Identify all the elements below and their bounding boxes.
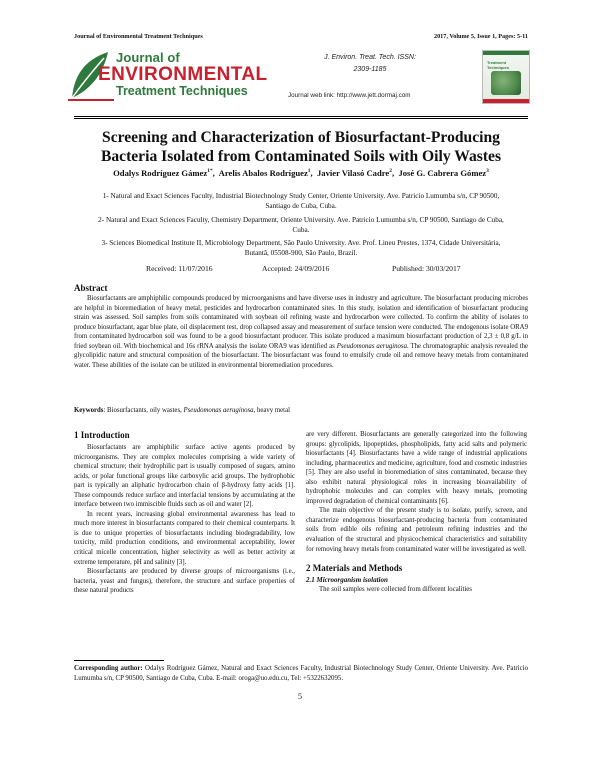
header-rule-thin bbox=[74, 118, 528, 119]
keywords-part: , heavy metal bbox=[253, 407, 290, 414]
title-line-2: Bacteria Isolated from Contaminated Soils with Oily Wastes bbox=[100, 148, 502, 165]
logo-line-1: Journal of bbox=[116, 50, 180, 65]
author-affil: 1 bbox=[307, 168, 311, 175]
issue-info: 2017, Volume 5, Issue 1, Pages: 5-11 bbox=[433, 33, 528, 40]
author-list: Odalys Rodríguez Gámez$^{1*}$, Arelis Abalos Rodríguez$^1$, Javier Vilasó Cadre$^2$, José G. Cabrera Gómez$^3$ bbox=[113, 168, 489, 178]
running-head bbox=[74, 33, 528, 40]
intro-paragraph-1: Biosurfactants are amphiphilic surface active agents produced by microorganisms. They are complex molecules comprising a wide variety of chemical structure; their hydrophilic part is usually composed of sugars, amino acids, or polar functional groups like carboxylic acid groups. The hydrophobic part is typically an aliphatic hydrocarbon chain of β-hydroxy fatty acids [1]. These compounds reduce surface and interfacial tensions by accumulating at the interface between two immiscible fluids such as oil and water [2]. bbox=[74, 444, 295, 509]
published-date: Published: 30/03/2017 bbox=[392, 264, 461, 273]
affiliation: 3- Sciences Biomedical Institute II, Microbiology Department, São Paulo University. Ave. Prof. Lineu Prestes, 1374, Cidade Universitária, Butantã, 05508-900, São Paulo, Brazil. bbox=[101, 239, 501, 258]
journal-cover-thumbnail bbox=[482, 50, 530, 104]
citation bbox=[290, 52, 450, 76]
journal-name: Journal of Environmental Treatment Techniques bbox=[74, 33, 203, 40]
journal-logo bbox=[68, 44, 268, 104]
author-affil: 2 bbox=[389, 168, 392, 175]
cover-image bbox=[491, 71, 521, 95]
right-column bbox=[306, 430, 527, 595]
header-rule bbox=[74, 116, 528, 117]
keywords-label: Keywords bbox=[74, 407, 104, 414]
received-date: Received: 11/07/2016 bbox=[146, 264, 213, 273]
abstract-part: . The chromatographic analysis revealed the glycolipidic nature and structural composition of the biosurfactant. The biosurfactant was found to emulsify crude oil and remove heavy metals from contaminated water. These abilities of the isolate can be utilized in environmental bioremediation procedures. bbox=[74, 342, 529, 369]
author-name: José G. Cabrera Gómez bbox=[398, 168, 487, 178]
abstract-part: Biosurfactants are amphiphilic compounds produced by microorganisms and have diverse uses in industry and agriculture. The biosurfactant producing microbes are helpful in bioremediation of heavy metal, pesticides and hydrocarbon contaminated sites. In this study, isolation and identification of biosurfactant producing strain was assessed. Soil samples from soils contaminated with soybean oil refining waste and hydrocarbon were collected. To confirm the ability of isolates to produce biosurfactant, agar blue plate, oil displacement test, drop collapsed assay and measurement of surface tension were conducted. The endogenous isolate ORA9 from contaminated hydrocarbon soil was found to be a good biosurfactant producer. This isolate produced a maximum biosurfactant production of 2,3 ± 0,8 g/L in fried soybean oil. With biochemical and 16s rRNA analysis the isolate ORA9 was identified as bbox=[74, 295, 528, 350]
left-column bbox=[74, 430, 295, 596]
affiliation: 1- Natural and Exact Sciences Faculty, Industrial Biotechnology Study Center, Oriente University. Ave. Patricio Lumumba s/n, CP 90500, Santiago de Cuba, Cuba. bbox=[102, 192, 500, 211]
keywords-species: Pseudomonas aeruginosa bbox=[183, 407, 254, 414]
citation-line-2: 2309-1185 bbox=[353, 66, 387, 73]
journal-web-link[interactable]: Journal web link: http://www.jett.dormaj.com bbox=[288, 92, 411, 99]
cover-top-bar bbox=[483, 51, 529, 55]
intro-paragraph-4: are very different. Biosurfactants are generally categorized into the following groups: glycolipids, lipopeptides, phospholipids, fatty acid salts and polymeric biosurfactants [4]. Biosurfactants have a wide range of industrial applications including, pharmaceutics and medicine, agriculture, food and cosmetic industries [5]. They are also useful in bioremediation of sites contaminated, because they also exhibit natural physiological roles in increasing bioavailability of hydrophobic molecules and can complex with heavy metals, promoting improved degradation of chemical contaminants [6]. bbox=[306, 431, 527, 505]
footnote-label: Corresponding author: bbox=[74, 665, 143, 672]
author-name: Odalys Rodríguez Gámez bbox=[113, 168, 208, 178]
abstract-text bbox=[74, 294, 528, 370]
footnote-text: Odalys Rodríguez Gámez, Natural and Exact Sciences Faculty, Industrial Biotechnology Study Center, Oriente University. Ave. Patricio Lumumba s/n, CP 90500, Santiago de Cuba, Cuba. E-mail: oroga@uo.edu.cu, Tel: +5322632095. bbox=[74, 665, 528, 682]
keywords bbox=[74, 407, 528, 414]
author-affil: 1* bbox=[207, 168, 213, 175]
methods-subheading: 2.1 Microorganism isolation bbox=[306, 576, 388, 585]
keywords-part: : Biosurfactants, oily wastes, bbox=[103, 407, 184, 414]
title-line-1: Screening and Characterization of Biosurfactant-Producing bbox=[102, 129, 500, 146]
affiliation: 2- Natural and Exact Sciences Faculty, Chemistry Department, Oriente University. Ave. Patricio Lumumba s/n, CP 90500, Santiago de Cuba, Cuba. bbox=[98, 215, 504, 234]
footnote-rule bbox=[74, 660, 164, 661]
intro-paragraph-3: Biosurfactants are produced by diverse groups of microorganisms (i.e., bacteria, yeast and fungus), therefore, the structure and surface properties of these natural products bbox=[74, 568, 295, 595]
author-name: Arelis Abalos Rodríguez bbox=[218, 168, 308, 178]
intro-paragraph-5: The main objective of the present study is to isolate, purify, screen, and characterize endogenous biosurfactant-producing bacteria from contaminated soils from edible oils refining and petroleum refining industries and the evaluation of the structural and physicochemical characteristics and suitability for removing heavy metals from contaminated water will be investigated as well. bbox=[306, 507, 527, 553]
species-name: Pseudomonas aeruginosa bbox=[336, 342, 407, 350]
methods-heading: 2 Materials and Methods bbox=[306, 563, 403, 574]
logo-line-2: ENVIRONMENTAL bbox=[98, 64, 268, 85]
cover-bottom-bar bbox=[483, 99, 529, 103]
spacer bbox=[306, 554, 527, 563]
abstract-heading: Abstract bbox=[74, 283, 108, 293]
cover-title: Treatment Techniques bbox=[487, 60, 509, 70]
author-name: Javier Vilasó Cadre bbox=[316, 168, 390, 178]
page-number: 5 bbox=[298, 692, 302, 701]
article-title bbox=[74, 128, 528, 166]
author-affil: 3 bbox=[486, 168, 489, 175]
intro-paragraph-2: In recent years, increasing global environmental awareness has lead to much more interest in biosurfactants compared to their chemical counterparts. It is due to unique properties of biosurfactants including biodegradability, low toxicity, mild production conditions, and environmental acceptability, lower critical micelle concentration, higher selectivity as well as better activity at extreme temperature, pH and salinity [3]. bbox=[74, 510, 295, 566]
methods-paragraph-1: The soil samples were collected from different localities bbox=[319, 586, 472, 594]
logo-line-3: Treatment Techniques bbox=[116, 84, 248, 98]
intro-heading: 1 Introduction bbox=[74, 430, 130, 440]
affiliations bbox=[96, 191, 506, 262]
masthead bbox=[68, 44, 530, 112]
corresponding-author-note bbox=[74, 664, 528, 684]
accepted-date: Accepted: 24/09/2016 bbox=[262, 264, 330, 273]
citation-line-1: J. Environ. Treat. Tech. ISSN: bbox=[324, 54, 416, 61]
